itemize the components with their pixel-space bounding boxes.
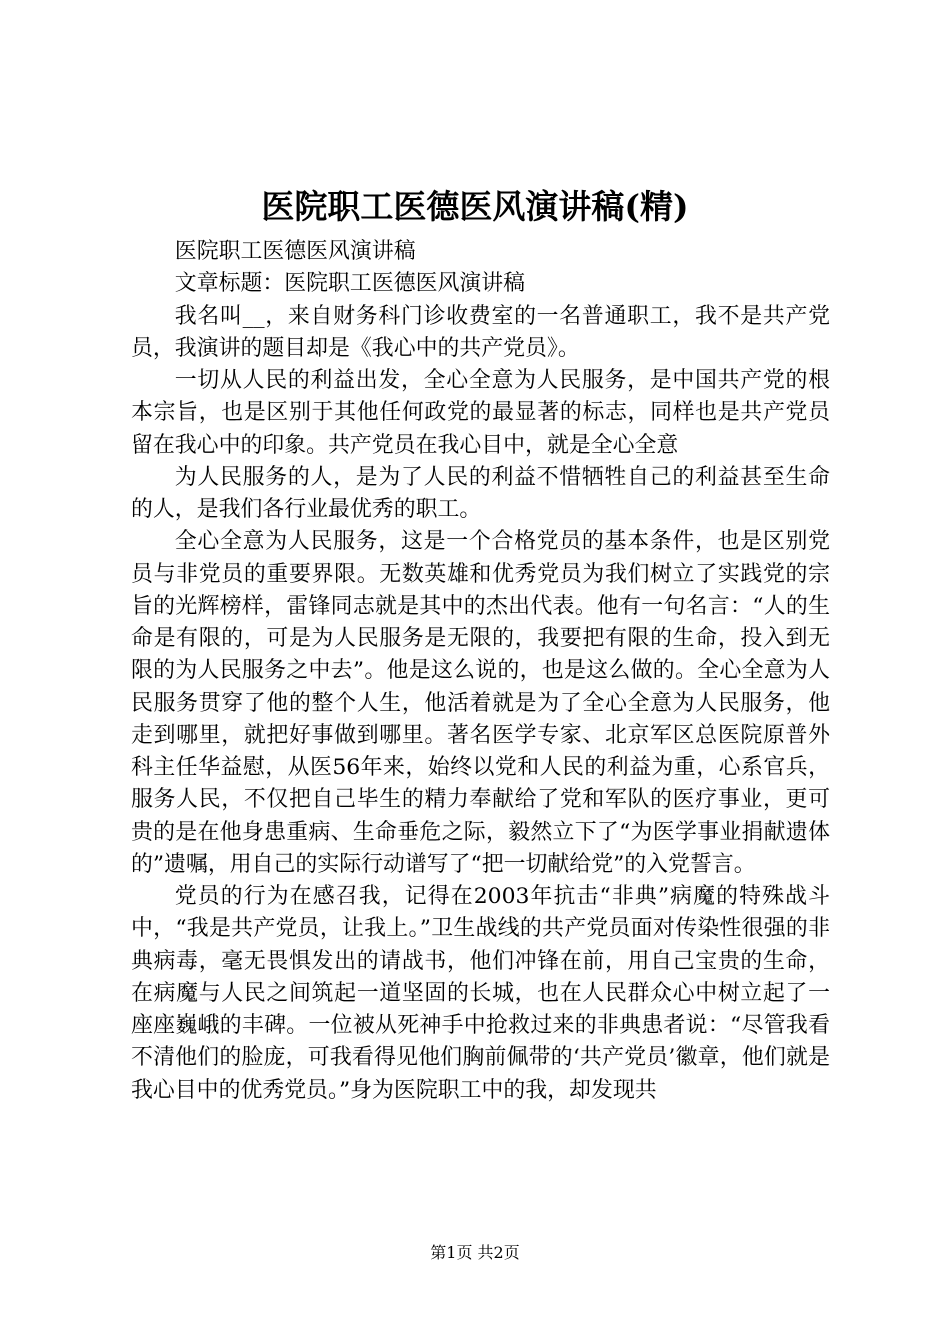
paragraph: 党员的行为在感召我，记得在2003年抗击“非典”病魔的特殊战斗中，“我是共产党员，让我上。”卫生战线的共产党员面对传染性很强的非典病毒，毫无畏惧发出的请战书，他们冲锋在前，用自己宝贵的生命，在病魔与人民之间筑起一道坚固的长城，也在人民群众心中树立起了一座座巍峨的丰碑。一位被从死神手中抢救过来的非典患者说：“尽管我看不清他们的脸庞，可我看得见他们胸前佩带的‘共产党员’徽章，他们就是我心目中的优秀党员。”身为医院职工中的我，却发现共 — [131, 884, 830, 1103]
document-title: 医院职工医德医风演讲稿(精) — [261, 187, 689, 226]
paragraph: 为人民服务的人，是为了人民的利益不惜牺牲自己的利益甚至生命的人，是我们各行业最优秀的职工。 — [131, 464, 830, 522]
page-number-footer: 第1页 共2页 — [430, 1243, 520, 1262]
document-body — [131, 236, 830, 1107]
paragraph-article-title: 文章标题：医院职工医德医风演讲稿 — [174, 271, 526, 297]
paragraph: 我名叫__，来自财务科门诊收费室的一名普通职工，我不是共产党员，我演讲的题目却是《我心中的共产党员》。 — [131, 303, 830, 361]
paragraph: 全心全意为人民服务，这是一个合格党员的基本条件，也是区别党员与非党员的重要界限。无数英雄和优秀党员为我们树立了实践党的宗旨的光辉榜样，雷锋同志就是其中的杰出代表。他有一句名言：“人的生命是有限的，可是为人民服务是无限的，我要把有限的生命，投入到无限的为人民服务之中去”。他是这么说的，也是这么做的。全心全意为人民服务贯穿了他的整个人生，他活着就是为了全心全意为人民服务，他走到哪里，就把好事做到哪里。著名医学专家、北京军区总医院原普外科主任华益慰，从医56年来，始终以党和人民的利益为重，心系官兵，服务人民，不仅把自己毕生的精力奉献给了党和军队的医疗事业，更可贵的是在他身患重病、生命垂危之际，毅然立下了“为医学事业捐献遗体的”遗嘱，用自己的实际行动谱写了“把一切献给党”的入党誓言。 — [131, 529, 830, 877]
paragraph: 一切从人民的利益出发，全心全意为人民服务，是中国共产党的根本宗旨，也是区别于其他任何政党的最显著的标志，同样也是共产党员留在我心中的印象。共产党员在我心目中，就是全心全意 — [131, 368, 830, 458]
paragraph-subtitle: 医院职工医德医风演讲稿 — [174, 239, 416, 264]
